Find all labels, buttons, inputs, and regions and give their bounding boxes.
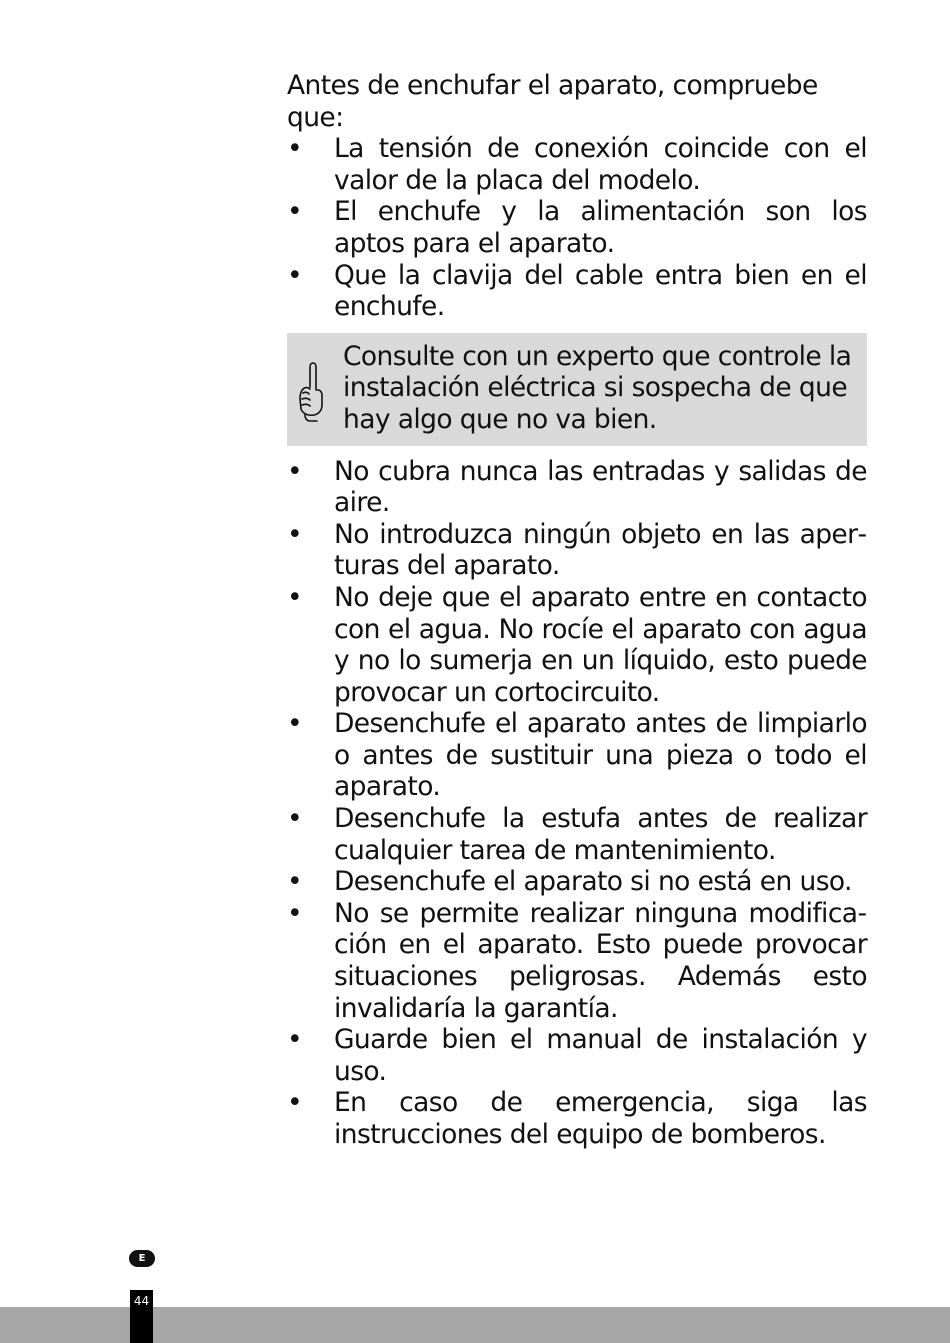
- warnings-list: [287, 456, 867, 1151]
- intro-text: Antes de enchufar el aparato, compruebe que:: [287, 70, 818, 133]
- warning-item: • Guarde bien el manual de instalación y uso.: [287, 1024, 867, 1087]
- warning-item: • En caso de emergencia, siga las instrucciones del equipo de bomberos.: [287, 1087, 867, 1150]
- checks-list: [287, 133, 867, 323]
- warning-item: • Desenchufe el aparato antes de limpiarlo o antes de sustituir una pieza o todo el aparato.: [287, 708, 867, 803]
- language-badge: E: [129, 1250, 155, 1267]
- warning-item: • Desenchufe el aparato si no está en uso.: [287, 866, 867, 898]
- page-number: 44: [130, 1290, 153, 1343]
- warning-item: • No introduzca ningún objeto en las aperturas del aparato.: [287, 519, 867, 582]
- warning-item: • No cubra nunca las entradas y salidas de aire.: [287, 456, 867, 519]
- check-item: • Que la clavija del cable entra bien en el enchufe.: [287, 260, 867, 323]
- main-content: [287, 70, 867, 1151]
- warning-item: • Desenchufe la estufa antes de realizar cualquier tarea de mantenimiento.: [287, 803, 867, 866]
- warning-item: • No deje que el aparato entre en contacto con el agua. No rocíe el aparato con agua y no lo sumerja en un líquido, esto puede provocar un cortocircuito.: [287, 582, 867, 708]
- note-text: Consulte con un experto que controle la instalación eléctrica si sospecha de que hay algo que no va bien.: [343, 340, 852, 435]
- check-item: • El enchufe y la alimentación son los aptos para el aparato.: [287, 196, 867, 259]
- pointing-hand-icon: [293, 359, 327, 423]
- warning-item: • No se permite realizar ninguna modificación en el aparato. Esto puede provocar situaciones peligrosas. Además esto invalidaría la garantía.: [287, 898, 867, 1024]
- check-item: • La tensión de conexión coincide con el valor de la placa del modelo.: [287, 133, 867, 196]
- note-box: [287, 333, 867, 446]
